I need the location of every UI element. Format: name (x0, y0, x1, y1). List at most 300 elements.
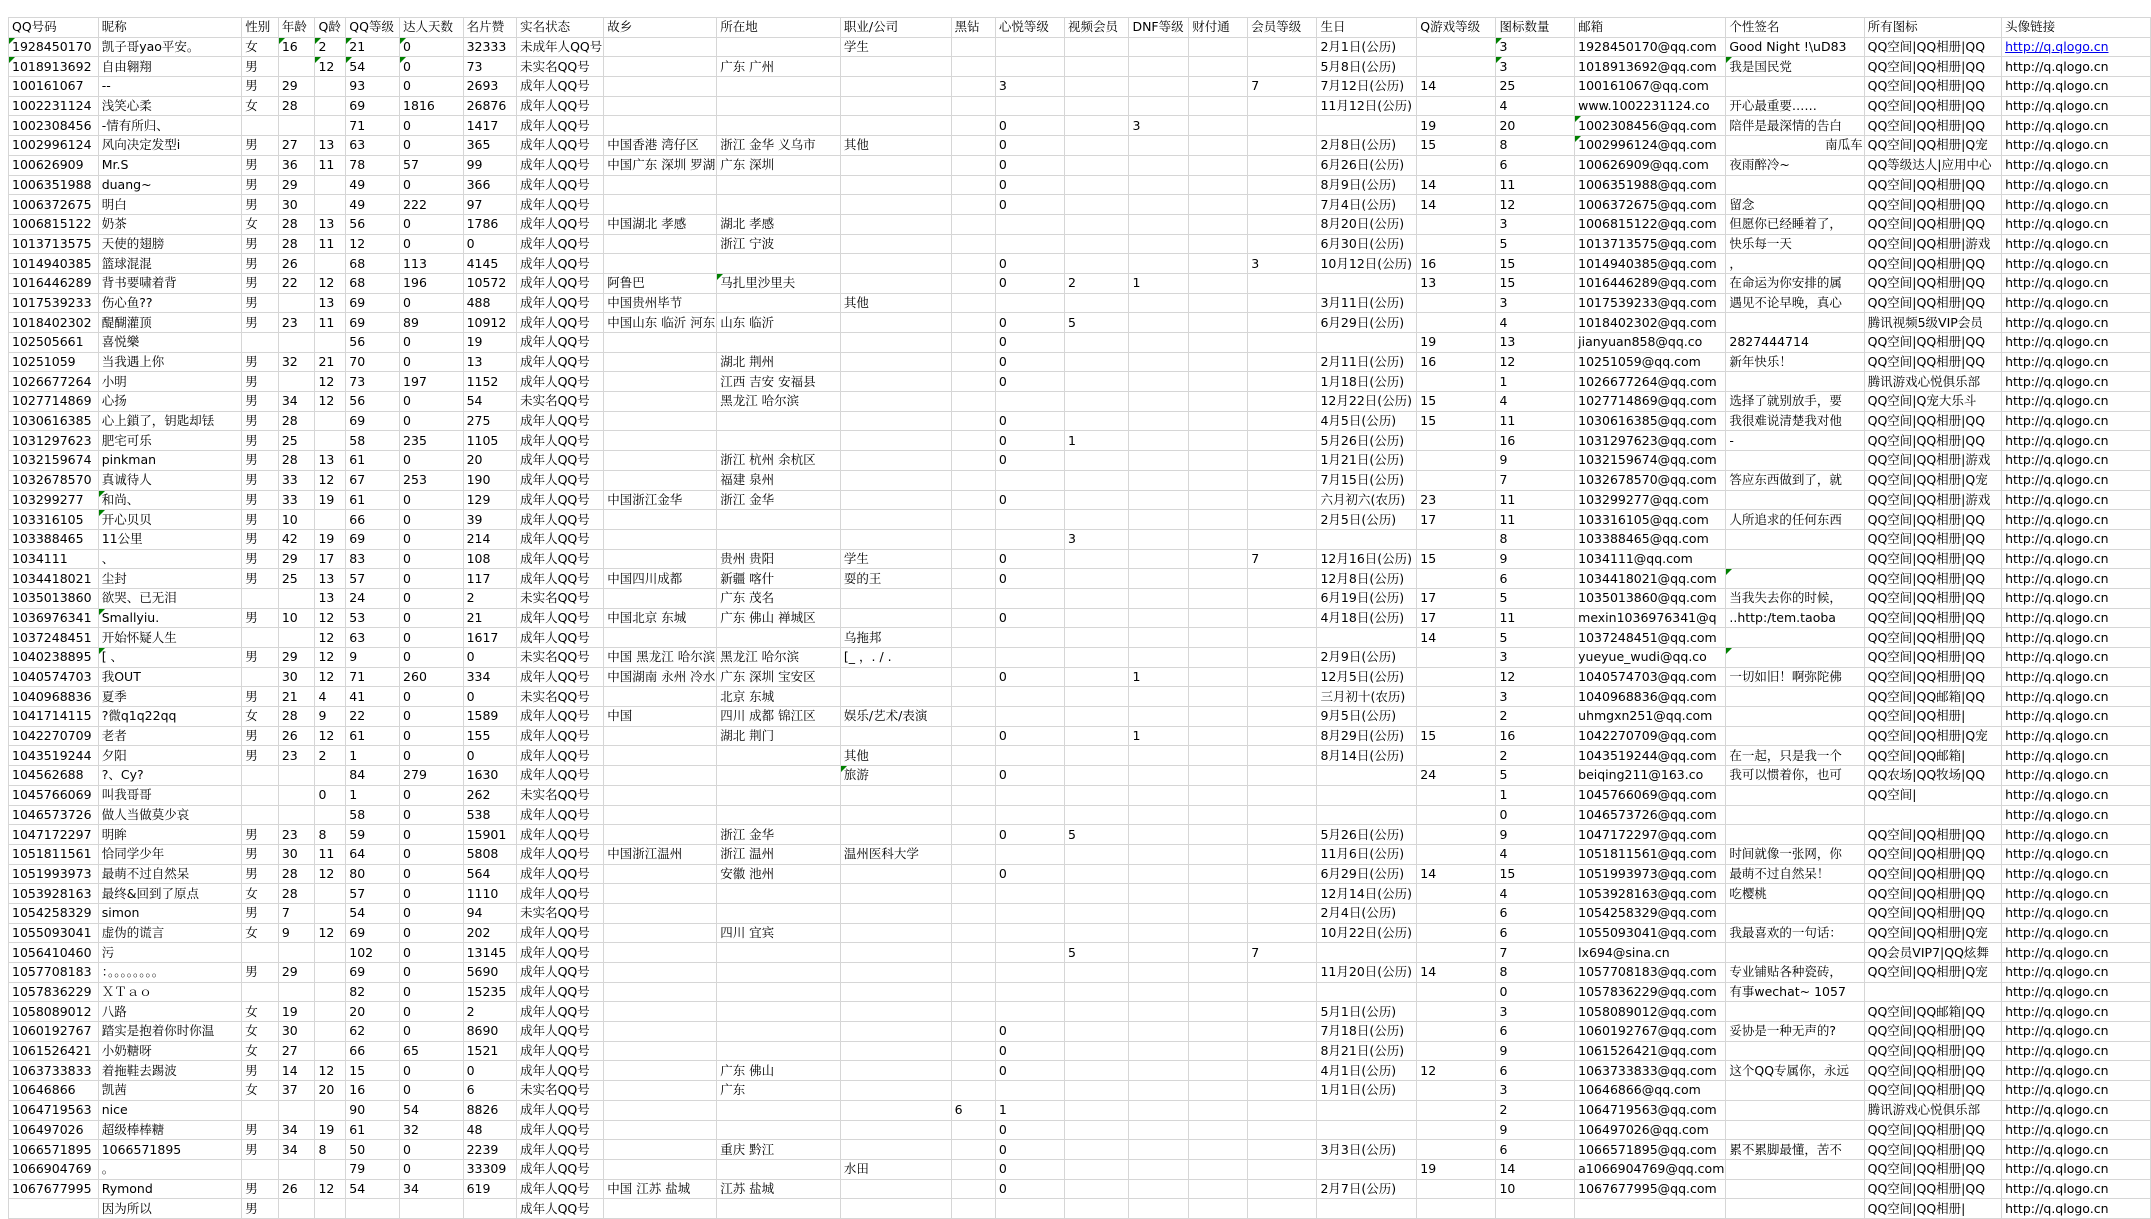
cell[interactable]: 9 (1496, 549, 1575, 569)
cell[interactable]: 4月5日(公历) (1317, 411, 1417, 431)
cell[interactable]: 1002231124 (9, 96, 99, 116)
cell[interactable] (604, 982, 717, 1002)
cell[interactable] (1417, 805, 1496, 825)
cell[interactable]: 0 (400, 825, 464, 845)
cell[interactable]: 17 (1417, 510, 1496, 530)
cell[interactable] (1065, 1061, 1129, 1081)
cell[interactable] (1065, 1022, 1129, 1042)
cell[interactable] (242, 1159, 279, 1179)
cell[interactable]: 15 (1417, 726, 1496, 746)
cell[interactable] (1129, 490, 1189, 510)
cell[interactable]: 女 (242, 1041, 279, 1061)
cell[interactable] (1065, 155, 1129, 175)
cell[interactable] (1189, 1179, 1248, 1199)
cell[interactable] (604, 1061, 717, 1081)
cell[interactable]: 凯茜 (98, 1081, 242, 1101)
cell[interactable]: 0 (995, 1022, 1064, 1042)
cell[interactable] (1417, 687, 1496, 707)
cell[interactable]: 0 (400, 451, 464, 471)
cell[interactable]: http://q.qlogo.cn (2002, 1081, 2151, 1101)
cell[interactable] (840, 903, 951, 923)
cell[interactable]: 心扬 (98, 392, 242, 412)
cell[interactable] (1189, 726, 1248, 746)
cell[interactable]: 19 (315, 529, 346, 549)
cell[interactable] (717, 746, 841, 766)
cell[interactable]: 成年人QQ号 (517, 569, 604, 589)
cell[interactable]: 学生 (840, 549, 951, 569)
cell[interactable] (1065, 195, 1129, 215)
cell[interactable] (1189, 746, 1248, 766)
cell[interactable]: 男 (242, 903, 279, 923)
cell[interactable]: 但愿你已经睡着了， (1726, 214, 1864, 234)
cell[interactable]: 15235 (463, 982, 517, 1002)
cell[interactable]: 2 (1496, 707, 1575, 727)
cell[interactable]: http://q.qlogo.cn (2002, 608, 2151, 628)
cell[interactable]: 0 (995, 1120, 1064, 1140)
cell[interactable]: http://q.qlogo.cn (2002, 569, 2151, 589)
cell[interactable]: 13 (315, 293, 346, 313)
cell[interactable]: 7 (1248, 77, 1317, 97)
cell[interactable]: 成年人QQ号 (517, 825, 604, 845)
cell[interactable] (1417, 923, 1496, 943)
cell[interactable]: 0 (995, 155, 1064, 175)
cell[interactable]: 0 (995, 608, 1064, 628)
cell[interactable] (604, 726, 717, 746)
cell[interactable]: nice (98, 1100, 242, 1120)
cell[interactable]: 7月4日(公历) (1317, 195, 1417, 215)
cell[interactable]: QQ空间|QQ相册|QQ (1864, 1179, 2002, 1199)
cell[interactable] (1417, 431, 1496, 451)
cell[interactable] (1864, 982, 2002, 1002)
cell[interactable] (1129, 451, 1189, 471)
cell[interactable]: 成年人QQ号 (517, 884, 604, 904)
cell[interactable]: 2月9日(公历) (1317, 648, 1417, 668)
cell[interactable] (995, 57, 1064, 77)
cell[interactable] (951, 411, 995, 431)
cell[interactable] (1317, 766, 1417, 786)
cell[interactable] (1248, 352, 1317, 372)
cell[interactable]: http://q.qlogo.cn (2002, 195, 2151, 215)
cell[interactable]: 1046573726 (9, 805, 99, 825)
cell[interactable]: ?、Cy? (98, 766, 242, 786)
cell[interactable] (1575, 1199, 1726, 1219)
cell[interactable]: 13 (315, 569, 346, 589)
cell[interactable] (1417, 155, 1496, 175)
cell[interactable] (951, 116, 995, 136)
cell[interactable] (1248, 195, 1317, 215)
cell[interactable]: 0 (400, 529, 464, 549)
cell[interactable]: 58 (346, 805, 400, 825)
cell[interactable]: 13 (463, 352, 517, 372)
cell[interactable]: 5690 (463, 963, 517, 983)
cell[interactable] (840, 470, 951, 490)
cell[interactable] (604, 175, 717, 195)
cell[interactable] (1417, 844, 1496, 864)
cell[interactable]: 广东 深圳 宝安区 (717, 667, 841, 687)
cell[interactable] (1726, 313, 1864, 333)
cell[interactable] (840, 234, 951, 254)
cell[interactable]: 1032159674 (9, 451, 99, 471)
cell[interactable]: 成年人QQ号 (517, 923, 604, 943)
cell[interactable]: 成年人QQ号 (517, 273, 604, 293)
cell[interactable]: 成年人QQ号 (517, 529, 604, 549)
cell[interactable] (1726, 785, 1864, 805)
cell[interactable] (1248, 1100, 1317, 1120)
cell[interactable]: 12 (315, 470, 346, 490)
cell[interactable]: 1060192767 (9, 1022, 99, 1042)
cell[interactable]: 102 (346, 943, 400, 963)
cell[interactable] (1248, 431, 1317, 451)
cell[interactable] (463, 1199, 517, 1219)
cell[interactable] (840, 1179, 951, 1199)
cell[interactable] (1417, 746, 1496, 766)
cell[interactable]: 28 (278, 884, 315, 904)
cell[interactable] (315, 411, 346, 431)
cell[interactable]: 23 (278, 746, 315, 766)
cell[interactable] (278, 943, 315, 963)
cell[interactable]: 成年人QQ号 (517, 1159, 604, 1179)
cell[interactable] (604, 864, 717, 884)
cell[interactable]: http://q.qlogo.cn (2002, 77, 2151, 97)
cell[interactable]: 1006351988@qq.com (1575, 175, 1726, 195)
cell[interactable] (1417, 1041, 1496, 1061)
cell[interactable]: 6 (951, 1100, 995, 1120)
cell[interactable]: http://q.qlogo.cn (2002, 903, 2151, 923)
cell[interactable] (1129, 1081, 1189, 1101)
cell[interactable]: http://q.qlogo.cn (2002, 333, 2151, 353)
cell[interactable] (1189, 234, 1248, 254)
cell[interactable]: 1063733833@qq.com (1575, 1061, 1726, 1081)
cell[interactable] (604, 687, 717, 707)
cell[interactable]: 14 (1417, 77, 1496, 97)
cell[interactable]: 12月14日(公历) (1317, 884, 1417, 904)
cell[interactable] (1129, 254, 1189, 274)
cell[interactable] (1189, 37, 1248, 57)
cell[interactable]: QQ空间|QQ相册|QQ (1864, 549, 2002, 569)
cell[interactable]: 欲哭、已无泪 (98, 588, 242, 608)
cell[interactable] (1317, 1159, 1417, 1179)
cell[interactable]: 1047172297 (9, 825, 99, 845)
cell[interactable]: http://q.qlogo.cn (2002, 1159, 2151, 1179)
cell[interactable] (1726, 451, 1864, 471)
cell[interactable]: 1027714869@qq.com (1575, 392, 1726, 412)
cell[interactable]: 4 (315, 687, 346, 707)
cell[interactable] (604, 943, 717, 963)
cell[interactable]: 13 (315, 136, 346, 156)
cell[interactable]: 16 (1496, 431, 1575, 451)
cell[interactable] (604, 470, 717, 490)
cell[interactable] (717, 1022, 841, 1042)
cell[interactable]: beiqing211@163.co (1575, 766, 1726, 786)
cell[interactable] (717, 963, 841, 983)
cell[interactable] (1129, 1179, 1189, 1199)
cell[interactable]: 1 (1129, 726, 1189, 746)
cell[interactable] (1189, 313, 1248, 333)
cell[interactable] (1129, 431, 1189, 451)
cell[interactable] (315, 1022, 346, 1042)
cell[interactable]: 33 (278, 490, 315, 510)
cell[interactable] (1129, 333, 1189, 353)
cell[interactable] (1065, 411, 1129, 431)
cell[interactable] (717, 510, 841, 530)
cell[interactable]: http://q.qlogo.cn (2002, 392, 2151, 412)
cell[interactable]: 1017539233@qq.com (1575, 293, 1726, 313)
cell[interactable]: 水田 (840, 1159, 951, 1179)
cell[interactable] (1317, 805, 1417, 825)
cell[interactable]: 叫我哥哥 (98, 785, 242, 805)
cell[interactable] (604, 372, 717, 392)
cell[interactable] (840, 1022, 951, 1042)
cell[interactable]: 0 (995, 136, 1064, 156)
cell[interactable]: 我最喜欢的一句话： (1726, 923, 1864, 943)
cell[interactable] (995, 746, 1064, 766)
cell[interactable] (1129, 1061, 1189, 1081)
cell[interactable]: 1 (1496, 372, 1575, 392)
cell[interactable]: 39 (463, 510, 517, 530)
cell[interactable]: 1034111 (9, 549, 99, 569)
cell[interactable] (1189, 1022, 1248, 1042)
cell[interactable]: 9 (1496, 1041, 1575, 1061)
cell[interactable]: QQ空间|QQ相册|QQ (1864, 1022, 2002, 1042)
cell[interactable]: 中国广东 深圳 罗湖 (604, 155, 717, 175)
cell[interactable]: www.1002231124.co (1575, 96, 1726, 116)
cell[interactable] (995, 903, 1064, 923)
cell[interactable] (1065, 648, 1129, 668)
cell[interactable]: 29 (278, 648, 315, 668)
cell[interactable] (717, 884, 841, 904)
cell[interactable] (1248, 490, 1317, 510)
cell[interactable] (1065, 884, 1129, 904)
cell[interactable]: 108 (463, 549, 517, 569)
cell[interactable] (840, 155, 951, 175)
cell[interactable]: 成年人QQ号 (517, 470, 604, 490)
cell[interactable]: 我可以惯着你，也可 (1726, 766, 1864, 786)
cell[interactable]: duang~ (98, 175, 242, 195)
cell[interactable] (1129, 943, 1189, 963)
cell[interactable] (1129, 648, 1189, 668)
cell[interactable]: 19 (278, 1002, 315, 1022)
cell[interactable]: 24 (1417, 766, 1496, 786)
cell[interactable]: QQ空间|QQ相册|QQ (1864, 1041, 2002, 1061)
cell[interactable]: 女 (242, 707, 279, 727)
cell[interactable]: 男 (242, 1140, 279, 1160)
cell[interactable]: 102505661 (9, 333, 99, 353)
cell[interactable] (1189, 1199, 1248, 1219)
cell[interactable]: 0 (400, 1081, 464, 1101)
cell[interactable]: 14 (278, 1061, 315, 1081)
cell[interactable]: 0 (400, 628, 464, 648)
cell[interactable]: http://q.qlogo.cn (2002, 490, 2151, 510)
cell[interactable]: 19 (315, 1120, 346, 1140)
cell[interactable]: 70 (346, 352, 400, 372)
cell[interactable] (604, 825, 717, 845)
cell[interactable] (951, 608, 995, 628)
cell[interactable]: 中国山东 临沂 河东 (604, 313, 717, 333)
cell[interactable]: 14 (1417, 195, 1496, 215)
cell[interactable] (604, 431, 717, 451)
cell[interactable]: 1031297623@qq.com (1575, 431, 1726, 451)
cell[interactable]: 小明 (98, 372, 242, 392)
cell[interactable] (717, 293, 841, 313)
cell[interactable] (840, 431, 951, 451)
cell[interactable]: 1045766069 (9, 785, 99, 805)
cell[interactable] (951, 490, 995, 510)
cell[interactable]: 0 (995, 825, 1064, 845)
cell[interactable] (840, 313, 951, 333)
cell[interactable]: 1060192767@qq.com (1575, 1022, 1726, 1042)
cell[interactable]: http://q.qlogo.cn (2002, 1120, 2151, 1140)
cell[interactable] (278, 116, 315, 136)
cell[interactable]: 重庆 黔江 (717, 1140, 841, 1160)
cell[interactable]: 福建 泉州 (717, 470, 841, 490)
cell[interactable]: 1054258329 (9, 903, 99, 923)
cell[interactable] (1496, 1199, 1575, 1219)
cell[interactable] (1065, 766, 1129, 786)
cell[interactable]: 65 (400, 1041, 464, 1061)
column-header-12[interactable]: 黑钻 (951, 18, 995, 38)
cell[interactable]: 129 (463, 490, 517, 510)
cell[interactable]: 醍醐灌顶 (98, 313, 242, 333)
cell[interactable]: 69 (346, 313, 400, 333)
cell[interactable] (1065, 175, 1129, 195)
cell[interactable]: 1040968836@qq.com (1575, 687, 1726, 707)
cell[interactable]: 12 (315, 392, 346, 412)
cell[interactable]: 温州医科大学 (840, 844, 951, 864)
cell[interactable]: 0 (995, 431, 1064, 451)
cell[interactable] (951, 1022, 995, 1042)
cell[interactable] (1417, 1002, 1496, 1022)
cell[interactable]: 10 (278, 608, 315, 628)
cell[interactable]: QQ空间|QQ相册|QQ (1864, 648, 2002, 668)
cell[interactable]: 陪伴是最深情的告白 (1726, 116, 1864, 136)
cell[interactable] (1248, 451, 1317, 471)
cell[interactable] (840, 1002, 951, 1022)
cell[interactable]: 浙江 金华 (717, 825, 841, 845)
cell[interactable]: 成年人QQ号 (517, 1022, 604, 1042)
cell[interactable]: QQ空间|QQ相册|QQ (1864, 884, 2002, 904)
cell[interactable]: 0 (400, 707, 464, 727)
cell[interactable]: QQ空间|QQ相册|QQ (1864, 1120, 2002, 1140)
cell[interactable]: 3 (1065, 529, 1129, 549)
cell[interactable]: QQ空间|QQ相册|游戏 (1864, 234, 2002, 254)
cell[interactable]: 夏季 (98, 687, 242, 707)
cell[interactable]: 成年人QQ号 (517, 1061, 604, 1081)
cell[interactable] (1248, 903, 1317, 923)
cell[interactable] (604, 37, 717, 57)
cell[interactable]: 5月26日(公历) (1317, 825, 1417, 845)
cell[interactable]: 时间就像一张网，你 (1726, 844, 1864, 864)
cell[interactable]: 男 (242, 293, 279, 313)
cell[interactable] (1317, 982, 1417, 1002)
cell[interactable]: 1067677995 (9, 1179, 99, 1199)
column-header-16[interactable]: 财付通 (1189, 18, 1248, 38)
cell[interactable] (951, 1120, 995, 1140)
cell[interactable]: 11 (1496, 175, 1575, 195)
cell[interactable] (1248, 372, 1317, 392)
cell[interactable]: 69 (346, 963, 400, 983)
cell[interactable]: 12 (315, 1179, 346, 1199)
cell[interactable]: http://q.qlogo.cn (2002, 588, 2151, 608)
cell[interactable]: 中国浙江温州 (604, 844, 717, 864)
cell[interactable] (1189, 1159, 1248, 1179)
cell[interactable]: 男 (242, 490, 279, 510)
cell[interactable]: 成年人QQ号 (517, 707, 604, 727)
cell[interactable]: http://q.qlogo.cn (2002, 313, 2151, 333)
cell[interactable]: 0 (400, 785, 464, 805)
cell[interactable]: 4月18日(公历) (1317, 608, 1417, 628)
cell[interactable]: 10646866 (9, 1081, 99, 1101)
cell[interactable] (840, 1199, 951, 1219)
cell[interactable]: 喜悦樂 (98, 333, 242, 353)
cell[interactable]: http://q.qlogo.cn (2002, 785, 2151, 805)
cell[interactable]: 耍的王 (840, 569, 951, 589)
cell[interactable]: http://q.qlogo.cn (2002, 1140, 2151, 1160)
cell[interactable]: 1058089012 (9, 1002, 99, 1022)
cell[interactable]: 1061526421 (9, 1041, 99, 1061)
cell[interactable] (840, 214, 951, 234)
cell[interactable] (951, 923, 995, 943)
cell[interactable] (1417, 234, 1496, 254)
cell[interactable] (315, 333, 346, 353)
cell[interactable] (717, 37, 841, 57)
cell[interactable] (951, 1002, 995, 1022)
cell[interactable] (717, 195, 841, 215)
cell[interactable] (604, 805, 717, 825)
cell[interactable]: 0 (400, 293, 464, 313)
cell[interactable]: 28 (278, 214, 315, 234)
cell[interactable]: 8 (315, 825, 346, 845)
cell[interactable] (1129, 313, 1189, 333)
cell[interactable] (995, 884, 1064, 904)
cell[interactable]: 2 (463, 1002, 517, 1022)
cell[interactable]: 4 (1496, 844, 1575, 864)
cell[interactable] (278, 785, 315, 805)
cell[interactable] (951, 510, 995, 530)
cell[interactable] (400, 1199, 464, 1219)
cell[interactable] (315, 766, 346, 786)
cell[interactable]: QQ空间|QQ相册|QQ (1864, 254, 2002, 274)
cell[interactable] (717, 175, 841, 195)
cell[interactable]: 1054258329@qq.com (1575, 903, 1726, 923)
cell[interactable] (1726, 549, 1864, 569)
cell[interactable] (1726, 687, 1864, 707)
cell[interactable]: 男 (242, 57, 279, 77)
cell[interactable] (995, 96, 1064, 116)
cell[interactable]: 11月20日(公历) (1317, 963, 1417, 983)
cell[interactable] (951, 431, 995, 451)
cell[interactable]: 1002308456@qq.com (1575, 116, 1726, 136)
cell[interactable]: 四川 宜宾 (717, 923, 841, 943)
cell[interactable]: 成年人QQ号 (517, 1179, 604, 1199)
cell[interactable]: 1066904769 (9, 1159, 99, 1179)
cell[interactable]: 因为所以 (98, 1199, 242, 1219)
cell[interactable] (1129, 1159, 1189, 1179)
cell[interactable] (1065, 1120, 1129, 1140)
cell[interactable]: http://q.qlogo.cn (2002, 214, 2151, 234)
cell[interactable] (1065, 667, 1129, 687)
cell[interactable]: 19 (463, 333, 517, 353)
cell[interactable]: 12 (315, 57, 346, 77)
cell[interactable] (840, 411, 951, 431)
cell[interactable]: 1032678570@qq.com (1575, 470, 1726, 490)
cell[interactable] (1417, 785, 1496, 805)
cell[interactable]: Good Night !\uD83 (1726, 37, 1864, 57)
cell[interactable]: 1034418021 (9, 569, 99, 589)
cell[interactable] (1248, 1179, 1317, 1199)
cell[interactable]: 1617 (463, 628, 517, 648)
cell[interactable] (1129, 825, 1189, 845)
cell[interactable]: 女 (242, 884, 279, 904)
